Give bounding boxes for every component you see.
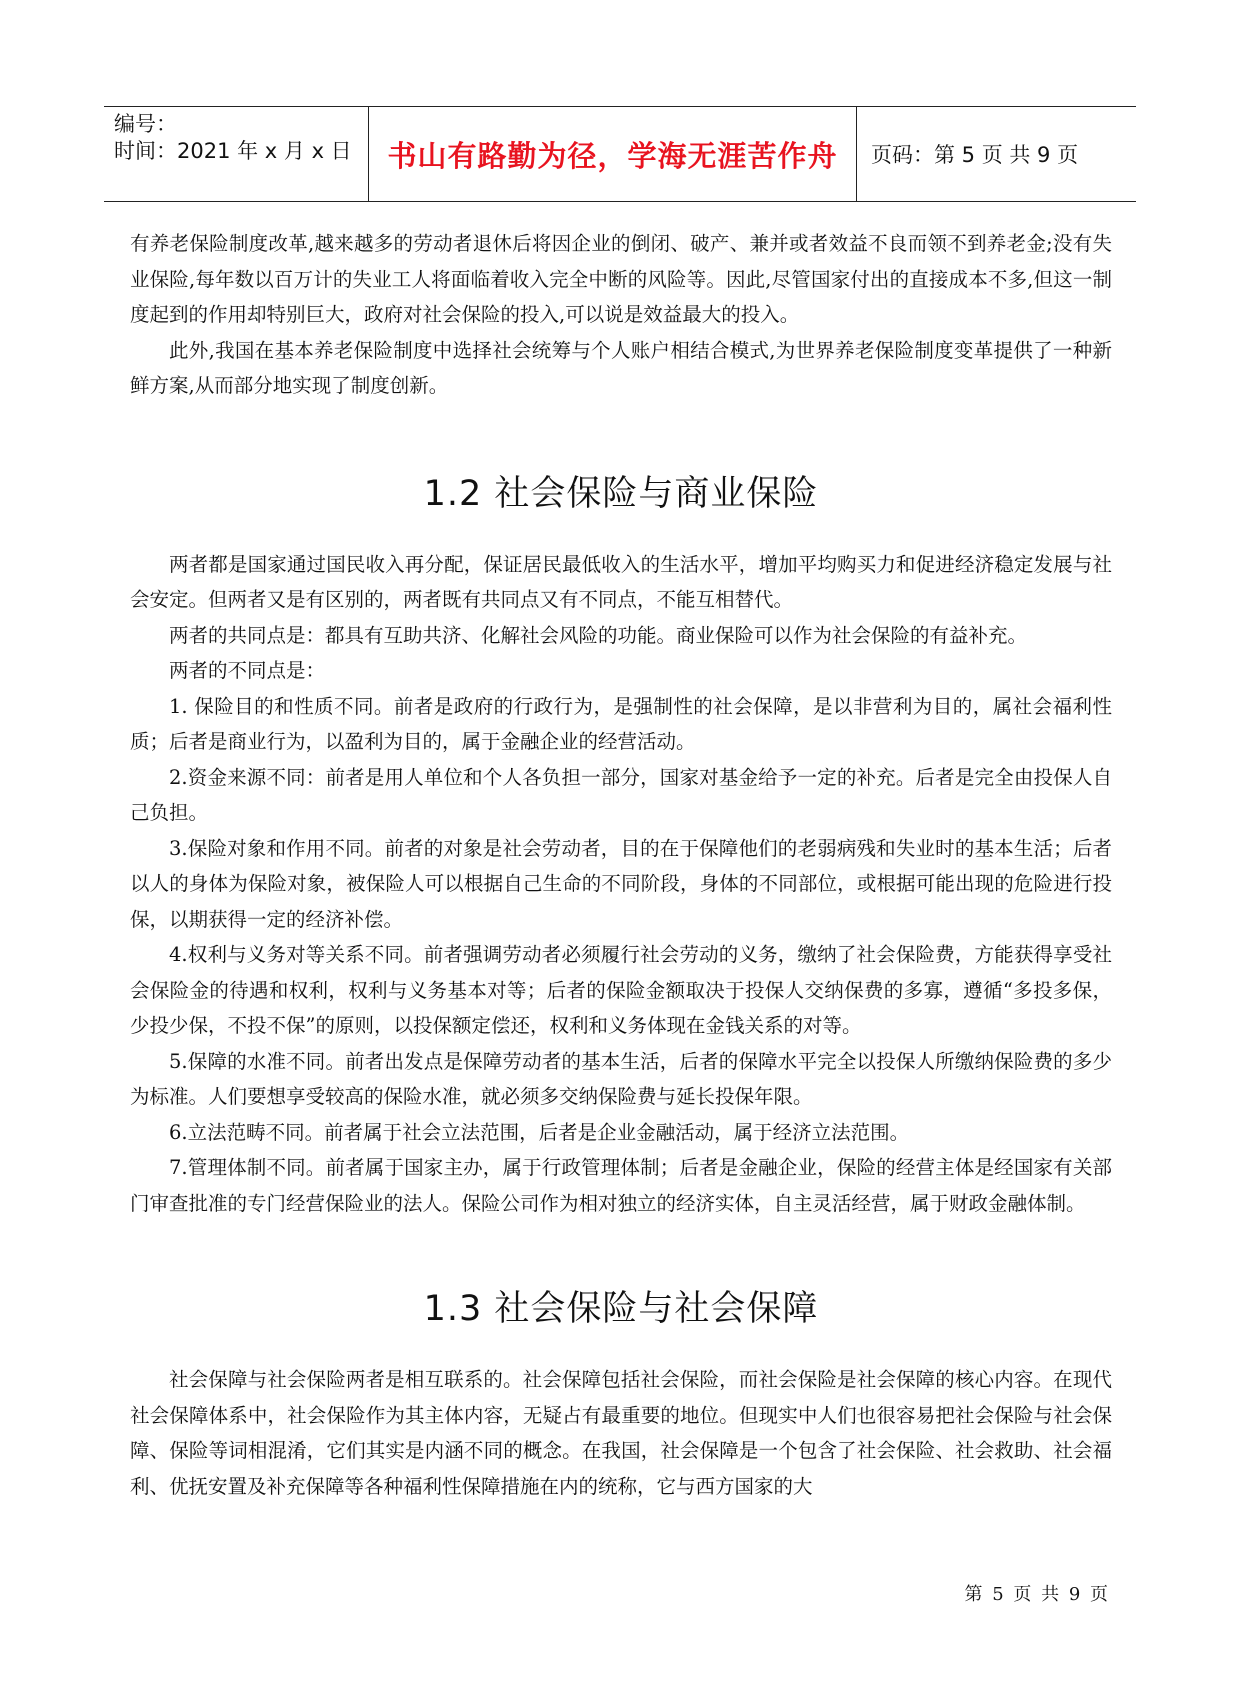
header-table [104,106,1136,202]
motto: 书山有路勤为径，学海无涯苦作舟 [369,107,857,201]
section-heading: 1.3 社会保险与社会保障 [423,1289,819,1329]
paragraph: 社会保障与社会保险两者是相互联系的。社会保障包括社会保险，而社会保险是社会保障的核心内容。在现代社会保障体系中，社会保险作为其主体内容，无疑占有最重要的地位。但现实中人们也很容易把社会保险与社会保障、保险等词相混淆，它们其实是内涵不同的概念。在我国，社会保障是一个包含了社会保险、社会救助、社会福利、优抚安置及补充保障等各种福利性保障措施在内的统称，它与西方国家的大 [130,1368,1112,1498]
list-item: 5.保障的水准不同。前者出发点是保障劳动者的基本生活，后者的保障水平完全以投保人所缴纳保险费的多少为标准。人们要想享受较高的保险水准，就必须多交纳保险费与延长投保年限。 [130,1049,1112,1108]
time-label: 时间：2021 年 x 月 x 日 [114,139,352,163]
paragraph: 两者的共同点是：都具有互助共济、化解社会风险的功能。商业保险可以作为社会保险的有益补充。 [169,623,1028,647]
list-item: 7.管理体制不同。前者属于国家主办，属于行政管理体制；后者是金融企业，保险的经营主体是经国家有关部门审查批准的专门经营保险业的法人。保险公司作为相对独立的经济实体，自主灵活经营，属于财政金融体制。 [130,1156,1112,1215]
section-heading: 1.2 社会保险与商业保险 [423,473,819,514]
list-item: 4.权利与义务对等关系不同。前者强调劳动者必须履行社会劳动的义务，缴纳了社会保险费，方能获得享受社会保险金的待遇和权利，权利与义务基本对等；后者的保险金额取决于投保人交纳保费的多寡，遵循“多投多保，少投少保，不投不保”的原则，以投保额定偿还，权利和义务体现在金钱关系的对等。 [130,943,1112,1037]
paragraph: 两者都是国家通过国民收入再分配，保证居民最低收入的生活水平，增加平均购买力和促进经济稳定发展与社会安定。但两者又是有区别的，两者既有共同点又有不同点，不能互相替代。 [130,552,1112,611]
paragraph: 此外,我国在基本养老保险制度中选择社会统筹与个人账户相结合模式,为世界养老保险制度变革提供了一种新鲜方案,从而部分地实现了制度创新。 [130,338,1112,397]
list-item: 2.资金来源不同：前者是用人单位和个人各负担一部分，国家对基金给予一定的补充。后者是完全由投保人自己负担。 [130,765,1112,824]
document-body [130,226,1112,1504]
list-item: 1. 保险目的和性质不同。前者是政府的行政行为，是强制性的社会保障，是以非营利为目的，属社会福利性质；后者是商业行为，以盈利为目的，属于金融企业的经营活动。 [130,694,1112,753]
paragraph: 有养老保险制度改革,越来越多的劳动者退休后将因企业的倒闭、破产、兼并或者效益不良而领不到养老金;没有失业保险,每年数以百万计的失业工人将面临着收入完全中断的风险等。因此,尽管国家付出的直接成本不多,但这一制度起到的作用却特别巨大，政府对社会保险的投入,可以说是效益最大的投入。 [130,232,1112,326]
header-info-cell [104,107,369,201]
page-label: 页码：第 5 页 共 9 页 [871,143,1079,167]
number-label: 编号： [114,112,177,136]
list-item: 6.立法范畴不同。前者属于社会立法范围，后者是企业金融活动，属于经济立法范围。 [169,1120,910,1144]
list-item: 3.保险对象和作用不同。前者的对象是社会劳动者，目的在于保障他们的老弱病残和失业时的基本生活；后者以人的身体为保险对象，被保险人可以根据自己生命的不同阶段，身体的不同部位，或根据可能出现的危险进行投保，以期获得一定的经济补偿。 [130,836,1112,931]
paragraph: 两者的不同点是： [169,659,326,682]
page-footer: 第 5 页 共 9 页 [964,1584,1110,1605]
